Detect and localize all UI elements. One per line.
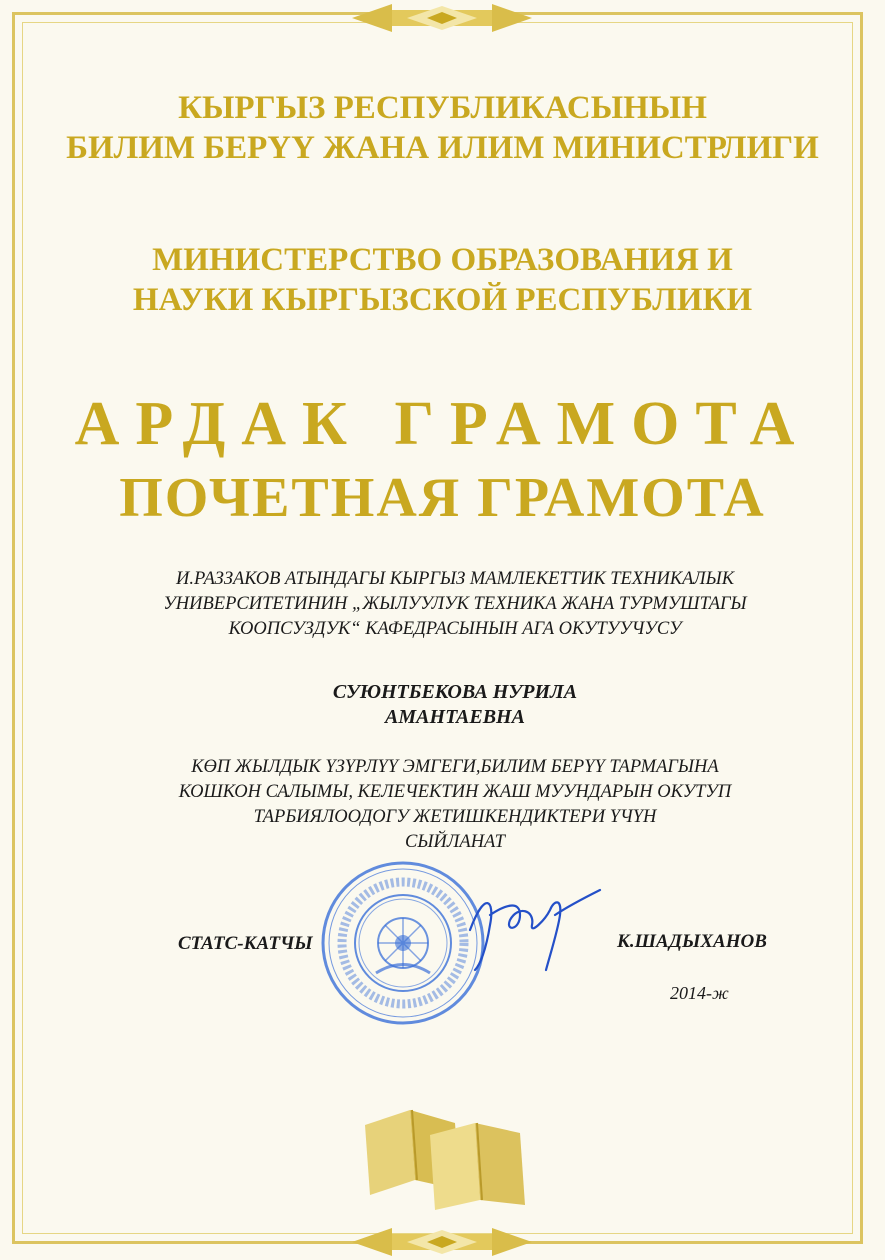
open-book-icon [355, 1105, 535, 1215]
award-line: СЫЙЛАНАТ [405, 832, 505, 852]
award-reason [130, 755, 780, 855]
award-line: КӨП ЖЫЛДЫК ҮЗҮРЛҮҮ ЭМГЕГИ,БИЛИМ БЕРҮҮ ТАРМАГЫНА [191, 757, 719, 777]
award-line: ТАРБИЯЛООДОГУ ЖЕТИШКЕНДИКТЕРИ ҮЧҮН [253, 807, 657, 827]
signatory-name: К.ШАДЫХАНОВ [617, 931, 767, 952]
top-ornament-icon [352, 0, 532, 36]
description-line: И.РАЗЗАКОВ АТЫНДАГЫ КЫРГЫЗ МАМЛЕКЕТТИК ТЕХНИКАЛЫК [175, 569, 735, 589]
recipient-name-line2: АМАНТАЕВНА [385, 706, 525, 728]
ministry-name-kyrgyz [0, 88, 885, 168]
title-russian: ПОЧЕТНАЯ ГРАМОТА [119, 467, 766, 529]
description-line: УНИВЕРСИТЕТИНИН „ЖЫЛУУЛУК ТЕХНИКА ЖАНА ТУРМУШТАГЫ [163, 594, 747, 614]
bottom-ornament-icon [352, 1224, 532, 1260]
ministry-kyrgyz-line2: БИЛИМ БЕРҮҮ ЖАНА ИЛИМ МИНИСТРЛИГИ [66, 130, 819, 166]
issue-year: 2014-ж [670, 983, 729, 1003]
recipient-name-line1: СУЮНТБЕКОВА НУРИЛА [332, 681, 578, 703]
ministry-russian-line2: НАУКИ КЫРГЫЗСКОЙ РЕСПУБЛИКИ [132, 282, 753, 318]
ministry-name-russian [0, 240, 885, 320]
ministry-russian-line1: МИНИСТЕРСТВО ОБРАЗОВАНИЯ И [152, 242, 733, 278]
recipient-name [130, 680, 780, 730]
signatory-position: СТАТС-КАТЧЫ [178, 933, 313, 954]
title-kyrgyz: АРДАК ГРАМОТА [74, 390, 811, 458]
description-line: КООПСУЗДУК“ КАФЕДРАСЫНЫН АГА ОКУТУУЧУСУ [228, 619, 682, 639]
ministry-kyrgyz-line1: КЫРГЫЗ РЕСПУБЛИКАСЫНЫН [178, 90, 707, 126]
handwritten-signature-icon [450, 870, 610, 980]
award-line: КОШКОН САЛЫМЫ, КЕЛЕЧЕКТИН ЖАШ МУУНДАРЫН ОКУТУП [178, 782, 732, 802]
recipient-description [130, 567, 780, 642]
